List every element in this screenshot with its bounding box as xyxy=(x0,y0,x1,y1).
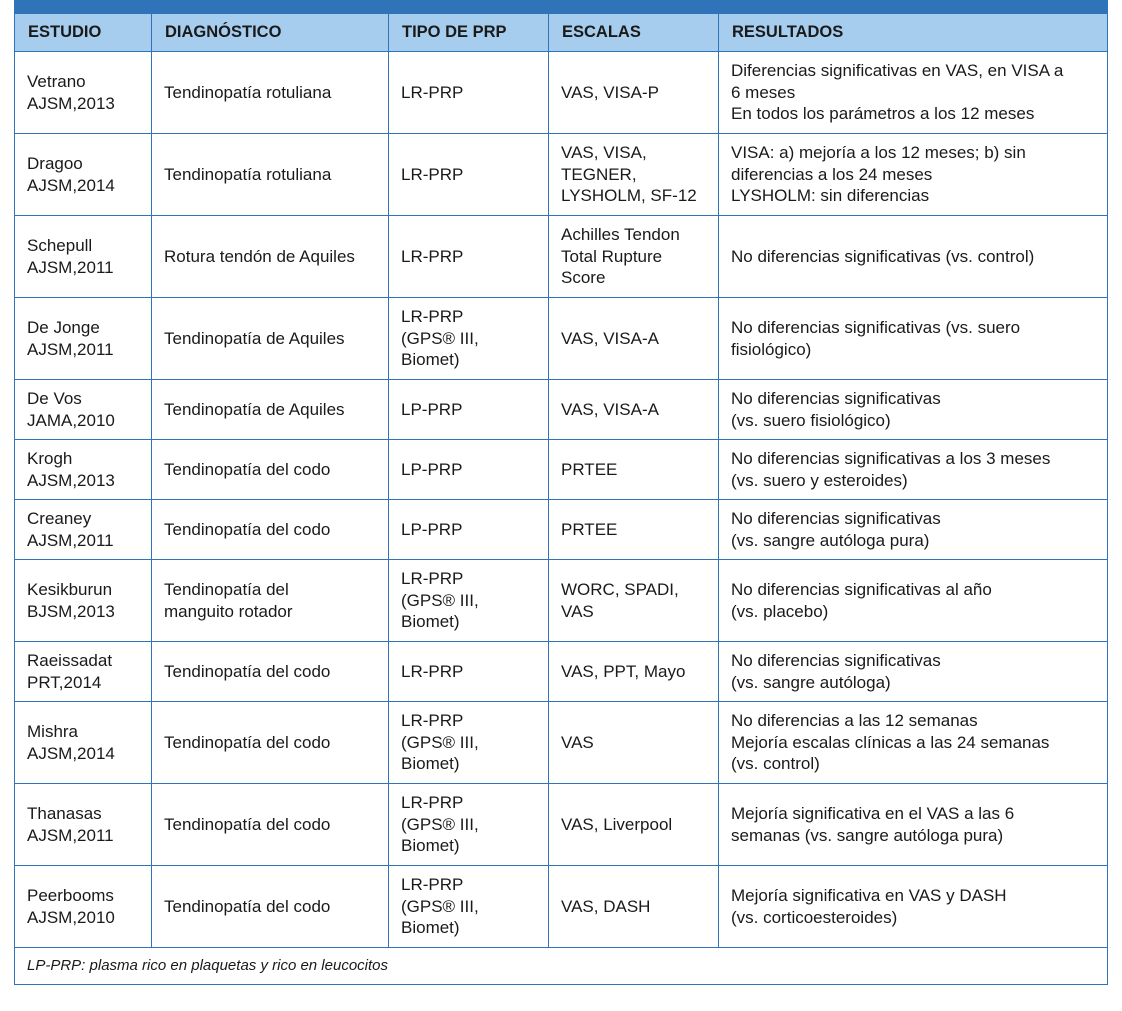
cell-line: (vs. placebo) xyxy=(731,601,829,621)
cell-line: (vs. suero y esteroides) xyxy=(731,470,908,490)
cell-line: VAS, VISA-A xyxy=(561,399,659,419)
cell-escalas xyxy=(549,52,719,134)
cell-line: PRTEE xyxy=(561,459,618,479)
cell-line: LR-PRP xyxy=(401,164,464,184)
cell-line: (vs. control) xyxy=(731,754,820,774)
cell-escalas xyxy=(549,642,719,702)
cell-line: Creaney xyxy=(27,509,92,528)
cell-line: Thanasas xyxy=(27,804,102,823)
cell-line: No diferencias significativas (vs. suero xyxy=(731,318,1021,337)
cell-resultados xyxy=(719,500,1108,560)
cell-tipo-prp xyxy=(389,642,549,702)
table-row xyxy=(15,866,1108,948)
cell-tipo-prp xyxy=(389,866,549,948)
cell-tipo-prp xyxy=(389,134,549,216)
cell-escalas xyxy=(549,298,719,380)
cell-line: No diferencias significativas xyxy=(731,651,941,670)
cell-diagnostico xyxy=(152,216,389,298)
cell-diagnostico xyxy=(152,380,389,440)
cell-line: LP-PRP xyxy=(401,459,463,479)
cell-estudio xyxy=(15,866,152,948)
cell-resultados xyxy=(719,440,1108,500)
cell-line: De Jonge xyxy=(27,318,100,337)
cell-line: (GPS® III, xyxy=(401,590,479,610)
cell-line: VAS, PPT, Mayo xyxy=(561,661,686,681)
cell-estudio xyxy=(15,702,152,784)
cell-line: semanas (vs. sangre autóloga pura) xyxy=(731,825,1004,845)
cell-line: diferencias a los 24 meses xyxy=(731,164,933,184)
cell-line: Biomet) xyxy=(401,754,460,774)
cell-line: VAS, DASH xyxy=(561,896,651,916)
cell-line: Raeissadat xyxy=(27,651,113,670)
cell-diagnostico xyxy=(152,560,389,642)
cell-resultados xyxy=(719,702,1108,784)
cell-line: No diferencias a las 12 semanas xyxy=(731,711,978,731)
cell-line: LYSHOLM: sin diferencias xyxy=(731,186,930,206)
cell-line: LR-PRP xyxy=(401,307,464,327)
cell-line: Mejoría significativa en VAS y DASH xyxy=(731,886,1007,905)
cell-line: Mejoría escalas clínicas a las 24 semanas xyxy=(731,732,1050,752)
cell-line: Tendinopatía del codo xyxy=(164,896,331,916)
table-row xyxy=(15,298,1108,380)
cell-estudio xyxy=(15,784,152,866)
cell-line: AJSM,2011 xyxy=(27,825,114,845)
cell-line: LP-PRP xyxy=(401,519,463,539)
cell-line: LP-PRP xyxy=(401,399,463,419)
cell-estudio xyxy=(15,216,152,298)
cell-line: AJSM,2013 xyxy=(27,93,115,113)
cell-line: De Vos xyxy=(27,389,82,408)
cell-diagnostico xyxy=(152,642,389,702)
cell-line: Rotura tendón de Aquiles xyxy=(164,246,355,266)
cell-line: Tendinopatía del codo xyxy=(164,459,331,479)
cell-estudio xyxy=(15,500,152,560)
cell-resultados xyxy=(719,380,1108,440)
cell-estudio xyxy=(15,642,152,702)
cell-line: (GPS® III, xyxy=(401,328,479,348)
cell-diagnostico xyxy=(152,784,389,866)
cell-line: PRT,2014 xyxy=(27,672,102,692)
cell-resultados xyxy=(719,216,1108,298)
cell-line: AJSM,2011 xyxy=(27,257,114,277)
table-row xyxy=(15,500,1108,560)
table-row xyxy=(15,784,1108,866)
cell-line: VAS, VISA-A xyxy=(561,328,659,348)
cell-line: manguito rotador xyxy=(164,601,293,621)
cell-line: En todos los parámetros a los 12 meses xyxy=(731,104,1035,124)
cell-line: JAMA,2010 xyxy=(27,410,115,430)
cell-line: No diferencias significativas xyxy=(731,509,941,528)
cell-line: (GPS® III, xyxy=(401,814,479,834)
cell-estudio xyxy=(15,380,152,440)
cell-line: Score xyxy=(561,268,606,288)
cell-line: Krogh xyxy=(27,449,73,468)
cell-line: (vs. sangre autóloga pura) xyxy=(731,530,930,550)
cell-line: Kesikburun xyxy=(27,580,113,599)
cell-line: Tendinopatía de Aquiles xyxy=(164,328,345,348)
cell-tipo-prp xyxy=(389,52,549,134)
cell-line: Tendinopatía del codo xyxy=(164,661,331,681)
footnote-row xyxy=(15,948,1108,985)
cell-escalas xyxy=(549,866,719,948)
cell-line: VISA: a) mejoría a los 12 meses; b) sin xyxy=(731,143,1026,163)
cell-escalas xyxy=(549,134,719,216)
cell-line: (vs. suero fisiológico) xyxy=(731,410,891,430)
cell-line: Peerbooms xyxy=(27,886,114,905)
header-resultados: RESULTADOS xyxy=(719,14,1108,52)
cell-resultados xyxy=(719,52,1108,134)
cell-escalas xyxy=(549,216,719,298)
cell-line: No diferencias significativas a los 3 meses xyxy=(731,449,1051,468)
cell-resultados xyxy=(719,866,1108,948)
cell-line: AJSM,2010 xyxy=(27,907,115,927)
cell-line: BJSM,2013 xyxy=(27,601,115,621)
table-row xyxy=(15,702,1108,784)
table-row xyxy=(15,642,1108,702)
cell-tipo-prp xyxy=(389,298,549,380)
cell-line: No diferencias significativas al año xyxy=(731,580,992,599)
cell-line: Mishra xyxy=(27,722,79,741)
prp-studies-table xyxy=(14,13,1108,985)
cell-diagnostico xyxy=(152,298,389,380)
cell-line: Achilles Tendon xyxy=(561,225,680,245)
cell-line: (vs. sangre autóloga) xyxy=(731,672,891,692)
cell-resultados xyxy=(719,642,1108,702)
cell-estudio xyxy=(15,440,152,500)
cell-estudio xyxy=(15,134,152,216)
cell-line: Tendinopatía rotuliana xyxy=(164,82,332,102)
cell-line: (GPS® III, xyxy=(401,896,479,916)
cell-line: Biomet) xyxy=(401,918,460,938)
cell-line: AJSM,2011 xyxy=(27,339,114,359)
cell-tipo-prp xyxy=(389,440,549,500)
cell-line: AJSM,2011 xyxy=(27,530,114,550)
cell-line: LR-PRP xyxy=(401,875,464,895)
cell-resultados xyxy=(719,784,1108,866)
cell-line: VAS xyxy=(561,732,594,752)
cell-tipo-prp xyxy=(389,702,549,784)
cell-line: WORC, SPADI, VAS xyxy=(561,580,679,621)
cell-tipo-prp xyxy=(389,216,549,298)
cell-resultados xyxy=(719,560,1108,642)
cell-line: VAS, VISA-P xyxy=(561,82,659,102)
header-escalas: ESCALAS xyxy=(549,14,719,52)
cell-line: AJSM,2013 xyxy=(27,470,115,490)
cell-escalas xyxy=(549,500,719,560)
footnote: LP-PRP: plasma rico en plaquetas y rico en leucocitos xyxy=(15,948,1108,985)
cell-line: Total Rupture xyxy=(561,246,663,266)
cell-escalas xyxy=(549,784,719,866)
header-row xyxy=(15,14,1108,52)
cell-diagnostico xyxy=(152,702,389,784)
cell-resultados xyxy=(719,298,1108,380)
cell-diagnostico xyxy=(152,866,389,948)
cell-line: LR-PRP xyxy=(401,793,464,813)
table-row xyxy=(15,440,1108,500)
cell-escalas xyxy=(549,440,719,500)
cell-line: LR-PRP xyxy=(401,661,464,681)
cell-tipo-prp xyxy=(389,380,549,440)
cell-escalas xyxy=(549,702,719,784)
cell-line: LR-PRP xyxy=(401,569,464,589)
table-body xyxy=(15,52,1108,948)
cell-escalas xyxy=(549,560,719,642)
cell-tipo-prp xyxy=(389,784,549,866)
cell-line: LR-PRP xyxy=(401,711,464,731)
cell-line: Tendinopatía del codo xyxy=(164,732,331,752)
cell-line: fisiológico) xyxy=(731,339,812,359)
cell-line: LYSHOLM, SF-12 xyxy=(561,186,697,206)
cell-line: LR-PRP xyxy=(401,246,464,266)
cell-tipo-prp xyxy=(389,560,549,642)
cell-diagnostico xyxy=(152,52,389,134)
cell-line: No diferencias significativas xyxy=(731,389,941,408)
cell-line: AJSM,2014 xyxy=(27,175,115,195)
table-top-bar xyxy=(14,0,1108,13)
cell-line: Diferencias significativas en VAS, en VISA a xyxy=(731,61,1064,81)
cell-line: Tendinopatía del codo xyxy=(164,814,331,834)
cell-line: Biomet) xyxy=(401,836,460,856)
cell-line: Mejoría significativa en el VAS a las 6 xyxy=(731,804,1015,823)
cell-escalas xyxy=(549,380,719,440)
cell-line: Dragoo xyxy=(27,154,83,173)
cell-line: Biomet) xyxy=(401,612,460,632)
header-estudio: ESTUDIO xyxy=(15,14,152,52)
cell-estudio xyxy=(15,52,152,134)
cell-line: Tendinopatía del xyxy=(164,580,289,599)
cell-line: 6 meses xyxy=(731,82,796,102)
cell-line: No diferencias significativas (vs. control) xyxy=(731,246,1035,266)
table-row xyxy=(15,52,1108,134)
cell-line: LR-PRP xyxy=(401,82,464,102)
cell-line: VAS, VISA, xyxy=(561,143,647,163)
cell-line: (GPS® III, xyxy=(401,732,479,752)
cell-line: Biomet) xyxy=(401,350,460,370)
cell-line: Schepull xyxy=(27,236,93,255)
cell-line: AJSM,2014 xyxy=(27,743,115,763)
cell-line: VAS, Liverpool xyxy=(561,814,673,834)
cell-line: TEGNER, xyxy=(561,164,637,184)
header-tipo-prp: TIPO DE PRP xyxy=(389,14,549,52)
cell-line: Tendinopatía rotuliana xyxy=(164,164,332,184)
cell-line: Tendinopatía del codo xyxy=(164,519,331,539)
cell-diagnostico xyxy=(152,500,389,560)
table-row xyxy=(15,560,1108,642)
cell-line: Tendinopatía de Aquiles xyxy=(164,399,345,419)
cell-diagnostico xyxy=(152,134,389,216)
table-row xyxy=(15,216,1108,298)
table-row xyxy=(15,134,1108,216)
cell-diagnostico xyxy=(152,440,389,500)
cell-line: Vetrano xyxy=(27,72,86,91)
table-row xyxy=(15,380,1108,440)
cell-line: (vs. corticoesteroides) xyxy=(731,907,898,927)
cell-tipo-prp xyxy=(389,500,549,560)
cell-resultados xyxy=(719,134,1108,216)
header-diagnostico: DIAGNÓSTICO xyxy=(152,14,389,52)
cell-estudio xyxy=(15,560,152,642)
cell-line: PRTEE xyxy=(561,519,618,539)
cell-estudio xyxy=(15,298,152,380)
